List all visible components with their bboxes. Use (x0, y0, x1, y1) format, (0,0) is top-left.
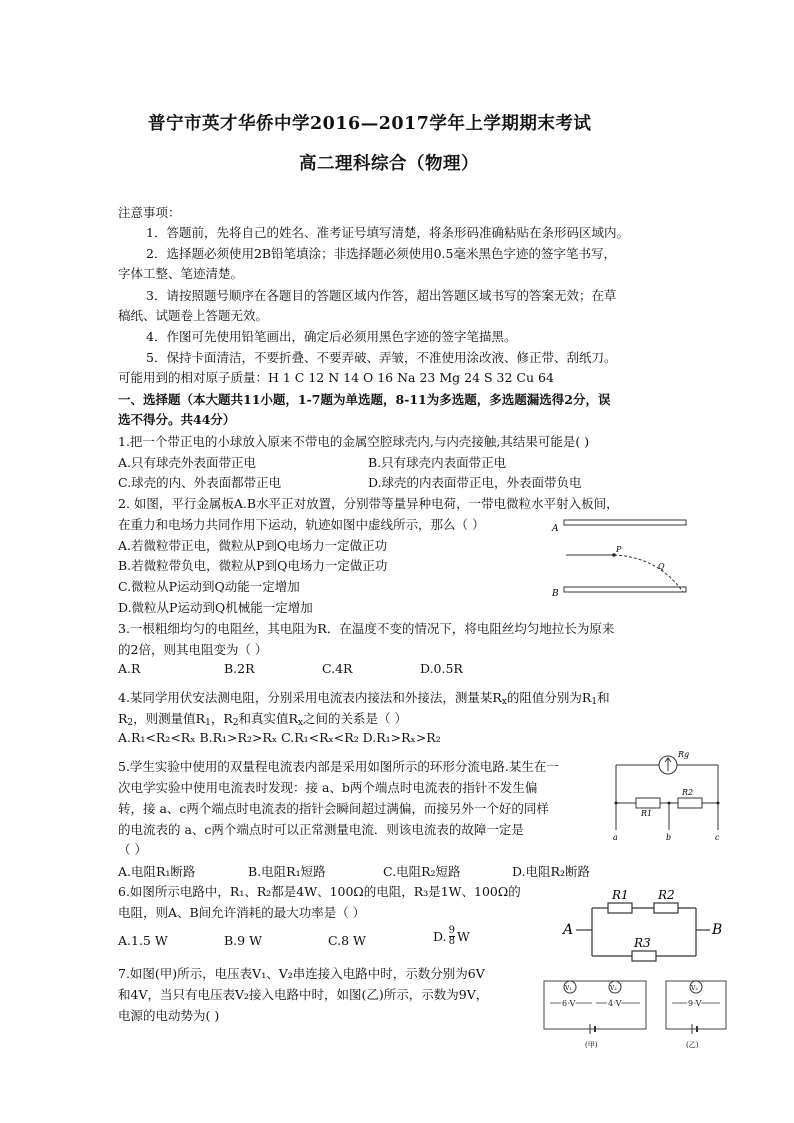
q7-line-2: 和4V，当只有电压表V₂接入电路中时，如图(乙)所示，示数为9V， (118, 987, 489, 1002)
q2-fig-label-b: B (552, 589, 559, 599)
q6-fig-label-a: A (563, 922, 574, 938)
q5-fig-label-b: b (666, 833, 672, 842)
q1-option-a: A.只有球壳外表面带正电 (118, 455, 257, 470)
q3-option-a: A.R (118, 661, 141, 676)
q7-line-3: 电源的电动势为( ) (118, 1008, 220, 1023)
q5-fig-label-r2: R2 (682, 788, 694, 797)
q7-fig-label-v2: V₂ (610, 985, 617, 992)
q4-stem-2: $R_2$，则测量值$R_1$，$R_2$和真实值$R_x$之间的关系是（ ） (118, 711, 407, 728)
q6-figure (560, 883, 730, 973)
note-2b: 字体工整、笔迹清楚。 (118, 266, 244, 281)
q7-fig-label-6v: 6 V (562, 999, 576, 1008)
q5-line-5: （ ） (118, 842, 147, 857)
q7-fig-label-yi: (乙) (686, 1041, 699, 1049)
q6-option-d: D. $\frac{9}{8}$ W (433, 925, 470, 947)
q2-option-d: D.微粒从P运动到Q机械能一定增加 (118, 600, 313, 615)
note-1: 1．答题前，先将自己的姓名、准考证号填写清楚，将条形码准确粘贴在条形码区域内。 (146, 225, 629, 240)
section1-line2: 选不得分。共44分） (118, 412, 236, 427)
q3-option-d: D.0.5R (420, 661, 463, 676)
note-4: 4．作图可先使用铅笔画出，确定后必须用黑色字迹的签字笔描黑。 (146, 329, 517, 344)
q5-option-d: D.电阻R₂断路 (512, 864, 590, 879)
note-5: 5．保持卡面清洁，不要折叠、不要弄破、弄皱，不准使用涂改液、修正带、刮纸刀。 (146, 350, 617, 365)
q2-fig-label-q: Q (658, 562, 665, 571)
q5-fig-label-c: c (715, 833, 720, 842)
q1-option-c: C.球壳的内、外表面都带正电 (118, 475, 282, 490)
q7-fig-label-4v: 4 V (608, 999, 622, 1008)
section1-line1: 一、选择题（本大题共11小题，1-7题为单选题，8-11为多选题，多选题漏选得2分，误 (118, 392, 611, 407)
q1-stem: 1.把一个带正电的小球放入原来不带电的金属空腔球壳内,与内壳接触,其结果可能是( ) (118, 434, 590, 449)
q6-line-1: 6.如图所示电路中，R₁、R₂都是4W、100Ω的电阻，R₃是1W、100Ω的 (118, 884, 521, 899)
q5-line-1: 5.学生实验中使用的双量程电流表内部是采用如图所示的环形分流电路.某生在一 (118, 759, 559, 774)
q6-option-c: C.8 W (328, 933, 366, 948)
page-title: 普宁市英才华侨中学2016—2017学年上学期期末考试 (148, 114, 592, 134)
q5-option-a: A.电阻R₁断路 (118, 864, 196, 879)
q6-fig-label-b: B (712, 922, 723, 938)
q2-stem-2: 在重力和电场力共同作用下运动，轨迹如图中虚线所示，那么（ ） (118, 517, 485, 532)
q7-figure-jia (540, 975, 650, 1050)
note-3a: 3．请按照题号顺序在各题目的答题区域内作答，超出答题区域书写的答案无效；在草 (146, 288, 617, 303)
q6-fig-label-r1: R1 (612, 888, 629, 902)
note-3b: 稿纸、试题卷上答题无效。 (118, 308, 269, 323)
q2-fig-label-a: A (552, 524, 559, 534)
q5-line-2: 次电学实验中使用电流表时发现：接 a、b两个端点时电流表的指针不发生偏 (118, 780, 538, 795)
q5-fig-label-rg: Rg (678, 750, 690, 759)
q5-line-4: 的电流表的 a、c两个端点时可以正常测量电流．则该电流表的故障一定是 (118, 822, 524, 837)
q6-option-a: A.1.5 W (118, 933, 168, 948)
q7-figure-yi (662, 975, 732, 1050)
q5-figure (608, 748, 726, 843)
q7-fig-label-v2-yi: V₂ (691, 985, 698, 992)
q7-fig-label-9v: 9 V (688, 999, 702, 1008)
q3-option-c: C.4R (322, 661, 353, 676)
q5-option-b: B.电阻R₁短路 (248, 864, 326, 879)
q6-line-2: 电阻，则A、B间允许消耗的最大功率是（ ） (118, 905, 366, 920)
q5-line-3: 转，接 a、c两个端点时电流表的指针会瞬间超过满偏，而接另外一个好的同样 (118, 801, 549, 816)
q7-fig-label-v1: V₁ (565, 985, 572, 992)
note-2a: 2．选择题必须使用2B铅笔填涂；非选择题必须使用0.5毫米黑色字迹的签字笔书写， (146, 246, 616, 261)
notes-heading: 注意事项： (118, 205, 181, 220)
q1-option-b: B.只有球壳内表面带正电 (368, 455, 507, 470)
q4-stem-1: 4.某同学用伏安法测电阻，分别采用电流表内接法和外接法，测量某$R_x$的阻值分别为$R_1$和 (118, 690, 610, 707)
q3-stem-2: 的2倍，则其电阻变为（ ） (118, 642, 268, 657)
q2-option-c: C.微粒从P运动到Q动能一定增加 (118, 579, 300, 594)
q6-option-b: B.9 W (224, 933, 262, 948)
q2-stem-1: 2. 如图，平行金属板A.B水平正对放置，分别带等量异种电荷，一带电微粒水平射入板间， (118, 496, 619, 511)
atomic-masses: 可能用到的相对原子质量：H 1 C 12 N 14 O 16 Na 23 Mg 24 S 32 Cu 64 (118, 370, 554, 385)
q6-fig-label-r2: R2 (658, 888, 675, 902)
q1-option-d: D.球壳的内表面带正电，外表面带负电 (368, 475, 582, 490)
q2-figure (548, 512, 698, 602)
q2-fig-label-p: P (616, 545, 622, 554)
q4-options: A.R₁<R₂<Rₓ B.R₁>R₂>Rₓ C.R₁<Rₓ<R₂ D.R₁>Rₓ>R₂ (118, 730, 441, 745)
q5-option-c: C.电阻R₂短路 (383, 864, 461, 879)
q5-fig-label-a: a (613, 833, 618, 842)
q5-fig-label-r1: R1 (641, 809, 653, 818)
q2-option-b: B.若微粒带负电，微粒从P到Q电场力一定做正功 (118, 558, 388, 573)
page-subtitle: 高二理科综合（物理） (299, 154, 479, 174)
q6-fig-label-r3: R3 (634, 936, 651, 950)
q7-line-1: 7.如图(甲)所示，电压表V₁、V₂串连接入电路中时，示数分别为6V (118, 966, 485, 981)
q2-option-a: A.若微粒带正电，微粒从P到Q电场力一定做正功 (118, 538, 388, 553)
q7-fig-label-jia: (甲) (585, 1041, 598, 1049)
q3-option-b: B.2R (224, 661, 255, 676)
q3-stem-1: 3.一根粗细均匀的电阻丝，其电阻为R．在温度不变的情况下，将电阻丝均匀地拉长为原来 (118, 621, 615, 636)
